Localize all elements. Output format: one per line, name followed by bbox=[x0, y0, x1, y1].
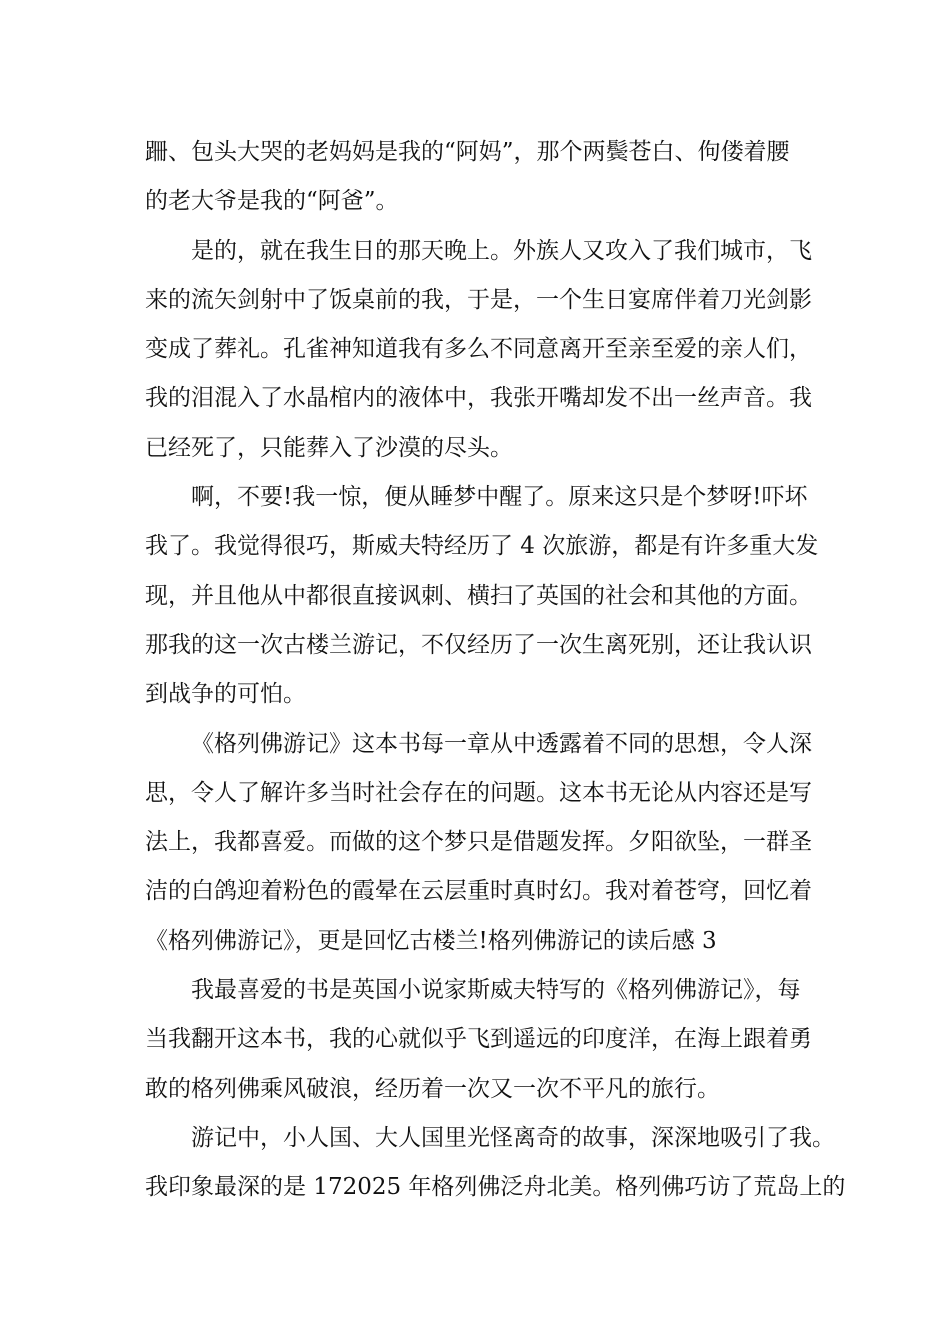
text-line: 思，令人了解许多当时社会存在的问题。这本书无论从内容还是写 bbox=[145, 779, 812, 806]
document-body bbox=[145, 128, 846, 1213]
text-line: 的老大爷是我的“阿爸”。 bbox=[145, 188, 399, 215]
text-line: 我最喜爱的书是英国小说家斯威夫特写的《格列佛游记》，每 bbox=[191, 977, 801, 1004]
text-line: 我印象最深的是 172025 年格列佛泛舟北美。格列佛巧访了荒岛上的 bbox=[145, 1174, 846, 1201]
text-line: 变成了葬礼。孔雀神知道我有多么不同意离开至亲至爱的亲人们， bbox=[145, 336, 812, 363]
text-line: 游记中，小人国、大人国里光怪离奇的故事，深深地吸引了我。 bbox=[191, 1124, 835, 1151]
text-line: 到战争的可怕。 bbox=[145, 681, 306, 708]
text-line: 啊，不要!我一惊，便从睡梦中醒了。原来这只是个梦呀!吓坏 bbox=[191, 484, 808, 511]
text-line: 来的流矢剑射中了饭桌前的我，于是，一个生日宴席伴着刀光剑影 bbox=[145, 286, 812, 313]
text-line: 敢的格列佛乘风破浪，经历着一次又一次不平凡的旅行。 bbox=[145, 1075, 720, 1102]
text-line: 当我翻开这本书，我的心就似乎飞到遥远的印度洋，在海上跟着勇 bbox=[145, 1026, 812, 1053]
text-line: 洁的白鸽迎着粉色的霞晕在云层重时真时幻。我对着苍穹，回忆着 bbox=[145, 878, 812, 905]
text-line: 已经死了，只能葬入了沙漠的尽头。 bbox=[145, 434, 513, 461]
text-line: 《格列佛游记》这本书每一章从中透露着不同的思想，令人深 bbox=[191, 730, 812, 757]
text-line: 《格列佛游记》，更是回忆古楼兰!格列佛游记的读后感 3 bbox=[145, 927, 717, 954]
text-line: 那我的这一次古楼兰游记，不仅经历了一次生离死别，还让我认识 bbox=[145, 631, 812, 658]
text-line: 法上，我都喜爱。而做的这个梦只是借题发挥。夕阳欲坠，一群圣 bbox=[145, 829, 812, 856]
text-line: 现，并且他从中都很直接讽刺、横扫了英国的社会和其他的方面。 bbox=[145, 582, 812, 609]
text-line: 跚、包头大哭的老妈妈是我的“阿妈”，那个两鬓苍白、佝偻着腰 bbox=[145, 139, 790, 165]
text-line: 是的，就在我生日的那天晚上。外族人又攻入了我们城市，飞 bbox=[191, 237, 812, 264]
text-line: 我的泪混入了水晶棺内的液体中，我张开嘴却发不出一丝声音。我 bbox=[145, 385, 812, 412]
text-line: 我了。我觉得很巧，斯威夫特经历了 4 次旅游，都是有许多重大发 bbox=[145, 533, 819, 560]
